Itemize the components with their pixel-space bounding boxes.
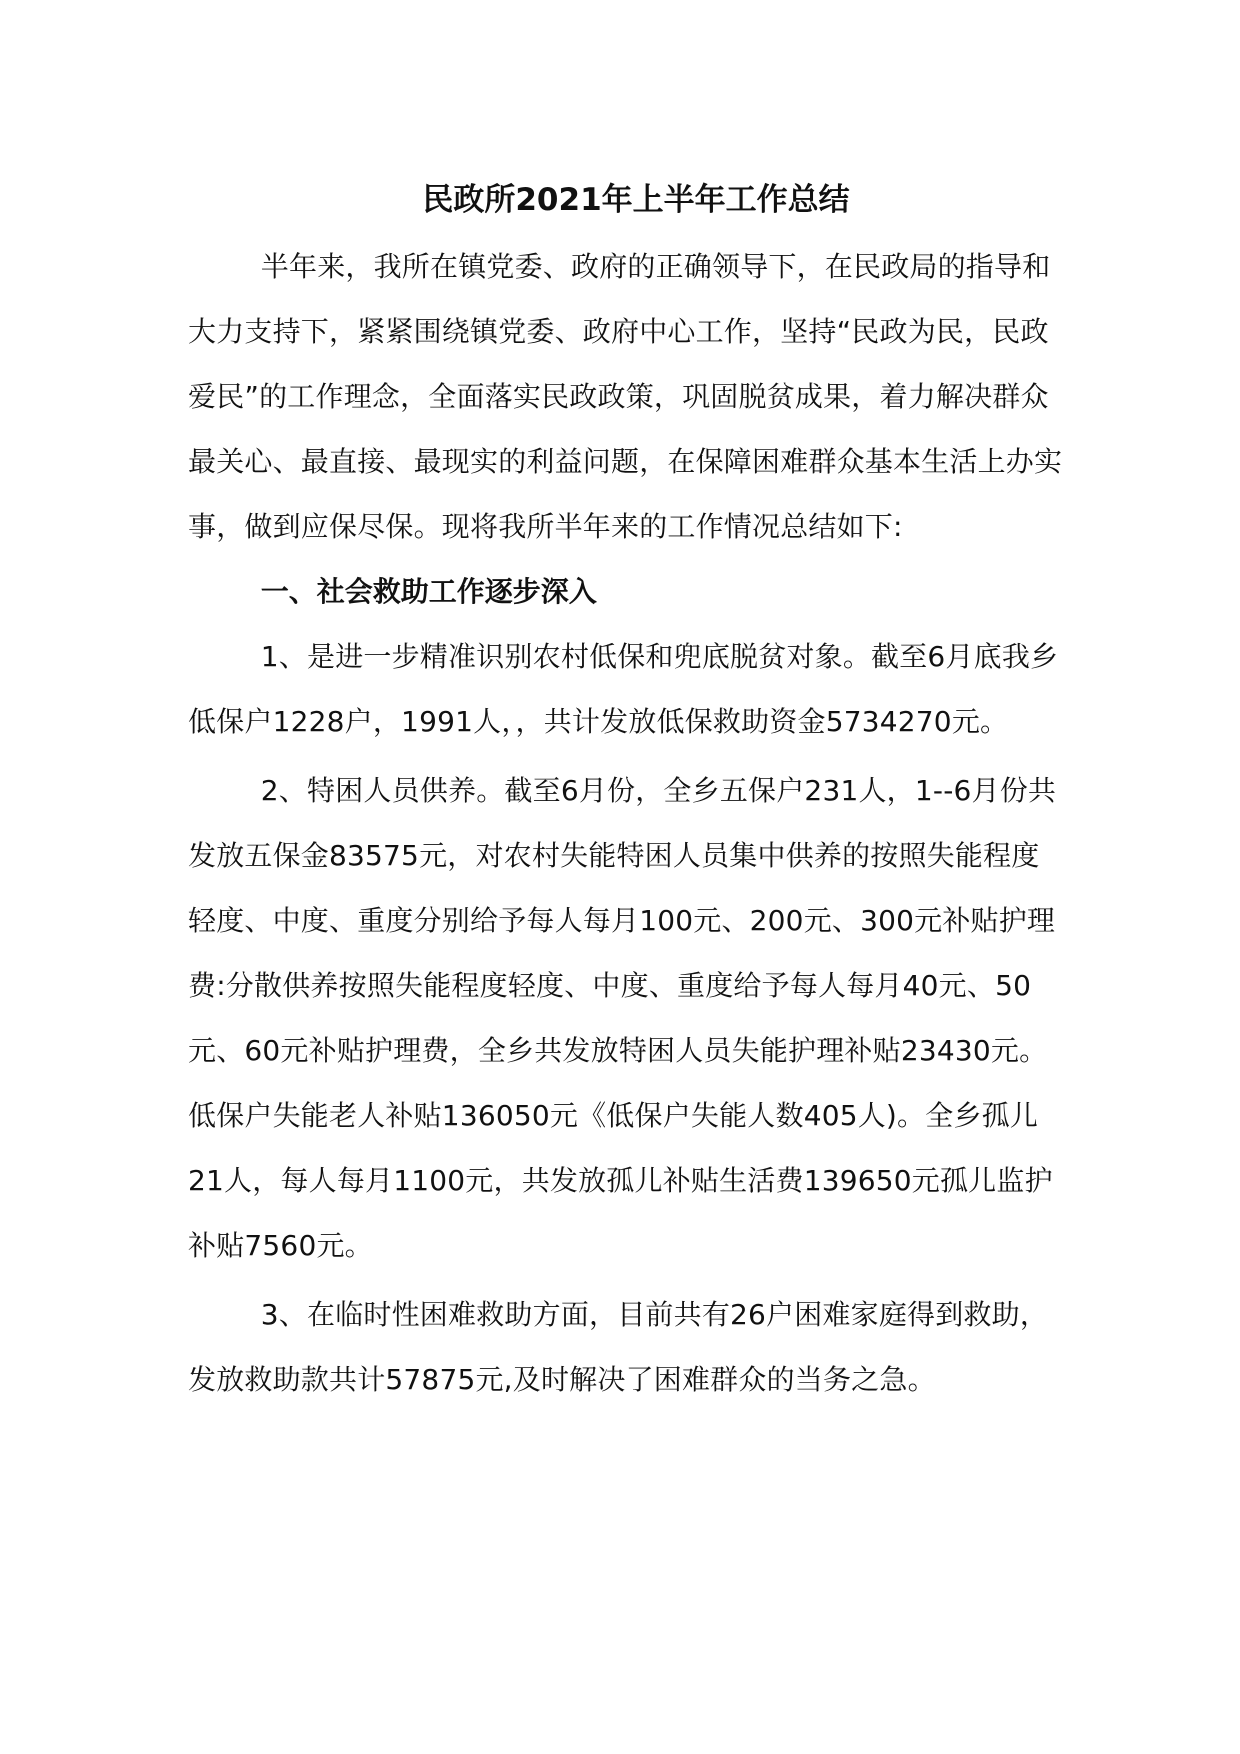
intro-paragraph: 半年来，我所在镇党委、政府的正确领导下，在民政局的指导和大力支持下，紧紧围绕镇党委、政府中心工作，坚持“民政为民，民政爱民”的工作理念，全面落实民政政策，巩固脱贫成果，着力解决群众最关心、最直接、最现实的利益问题，在保障困难群众基本生活上办实事，做到应保尽保。现将我所半年来的工作情况总结如下: <box>188 250 1063 543</box>
section-heading: 一、社会救助工作逐步深入 <box>260 575 597 608</box>
section-item-1: 1、是进一步精准识别农村低保和兜底脱贫对象。截至6月底我乡低保户1228户，1991人，，共计发放低保救助资金5734270元。 <box>188 640 1059 738</box>
section-item-3: 3、在临时性困难救助方面，目前共有26户困难家庭得到救助，发放救助款共计57875元,及时解决了困难群众的当务之急。 <box>188 1298 1049 1396</box>
document-title: 民政所2021年上半年工作总结 <box>422 182 850 218</box>
document-page <box>188 176 1064 1412</box>
section-item-2: 2、特困人员供养。截至6月份，全乡五保户231人，1--6月份共发放五保金83575元，对农村失能特困人员集中供养的按照失能程度轻度、中度、重度分别给予每人每月100元、200元、300元补贴护理费:分散供养按照失能程度轻度、中度、重度给予每人每月40元、50元、60元补贴护理费，全乡共发放特困人员失能护理补贴23430元。低保户失能老人补贴136050元《低保户失能人数405人)。全乡孤儿21人，每人每月1100元，共发放孤儿补贴生活费139650元孤儿监护补贴7560元。 <box>188 774 1057 1262</box>
